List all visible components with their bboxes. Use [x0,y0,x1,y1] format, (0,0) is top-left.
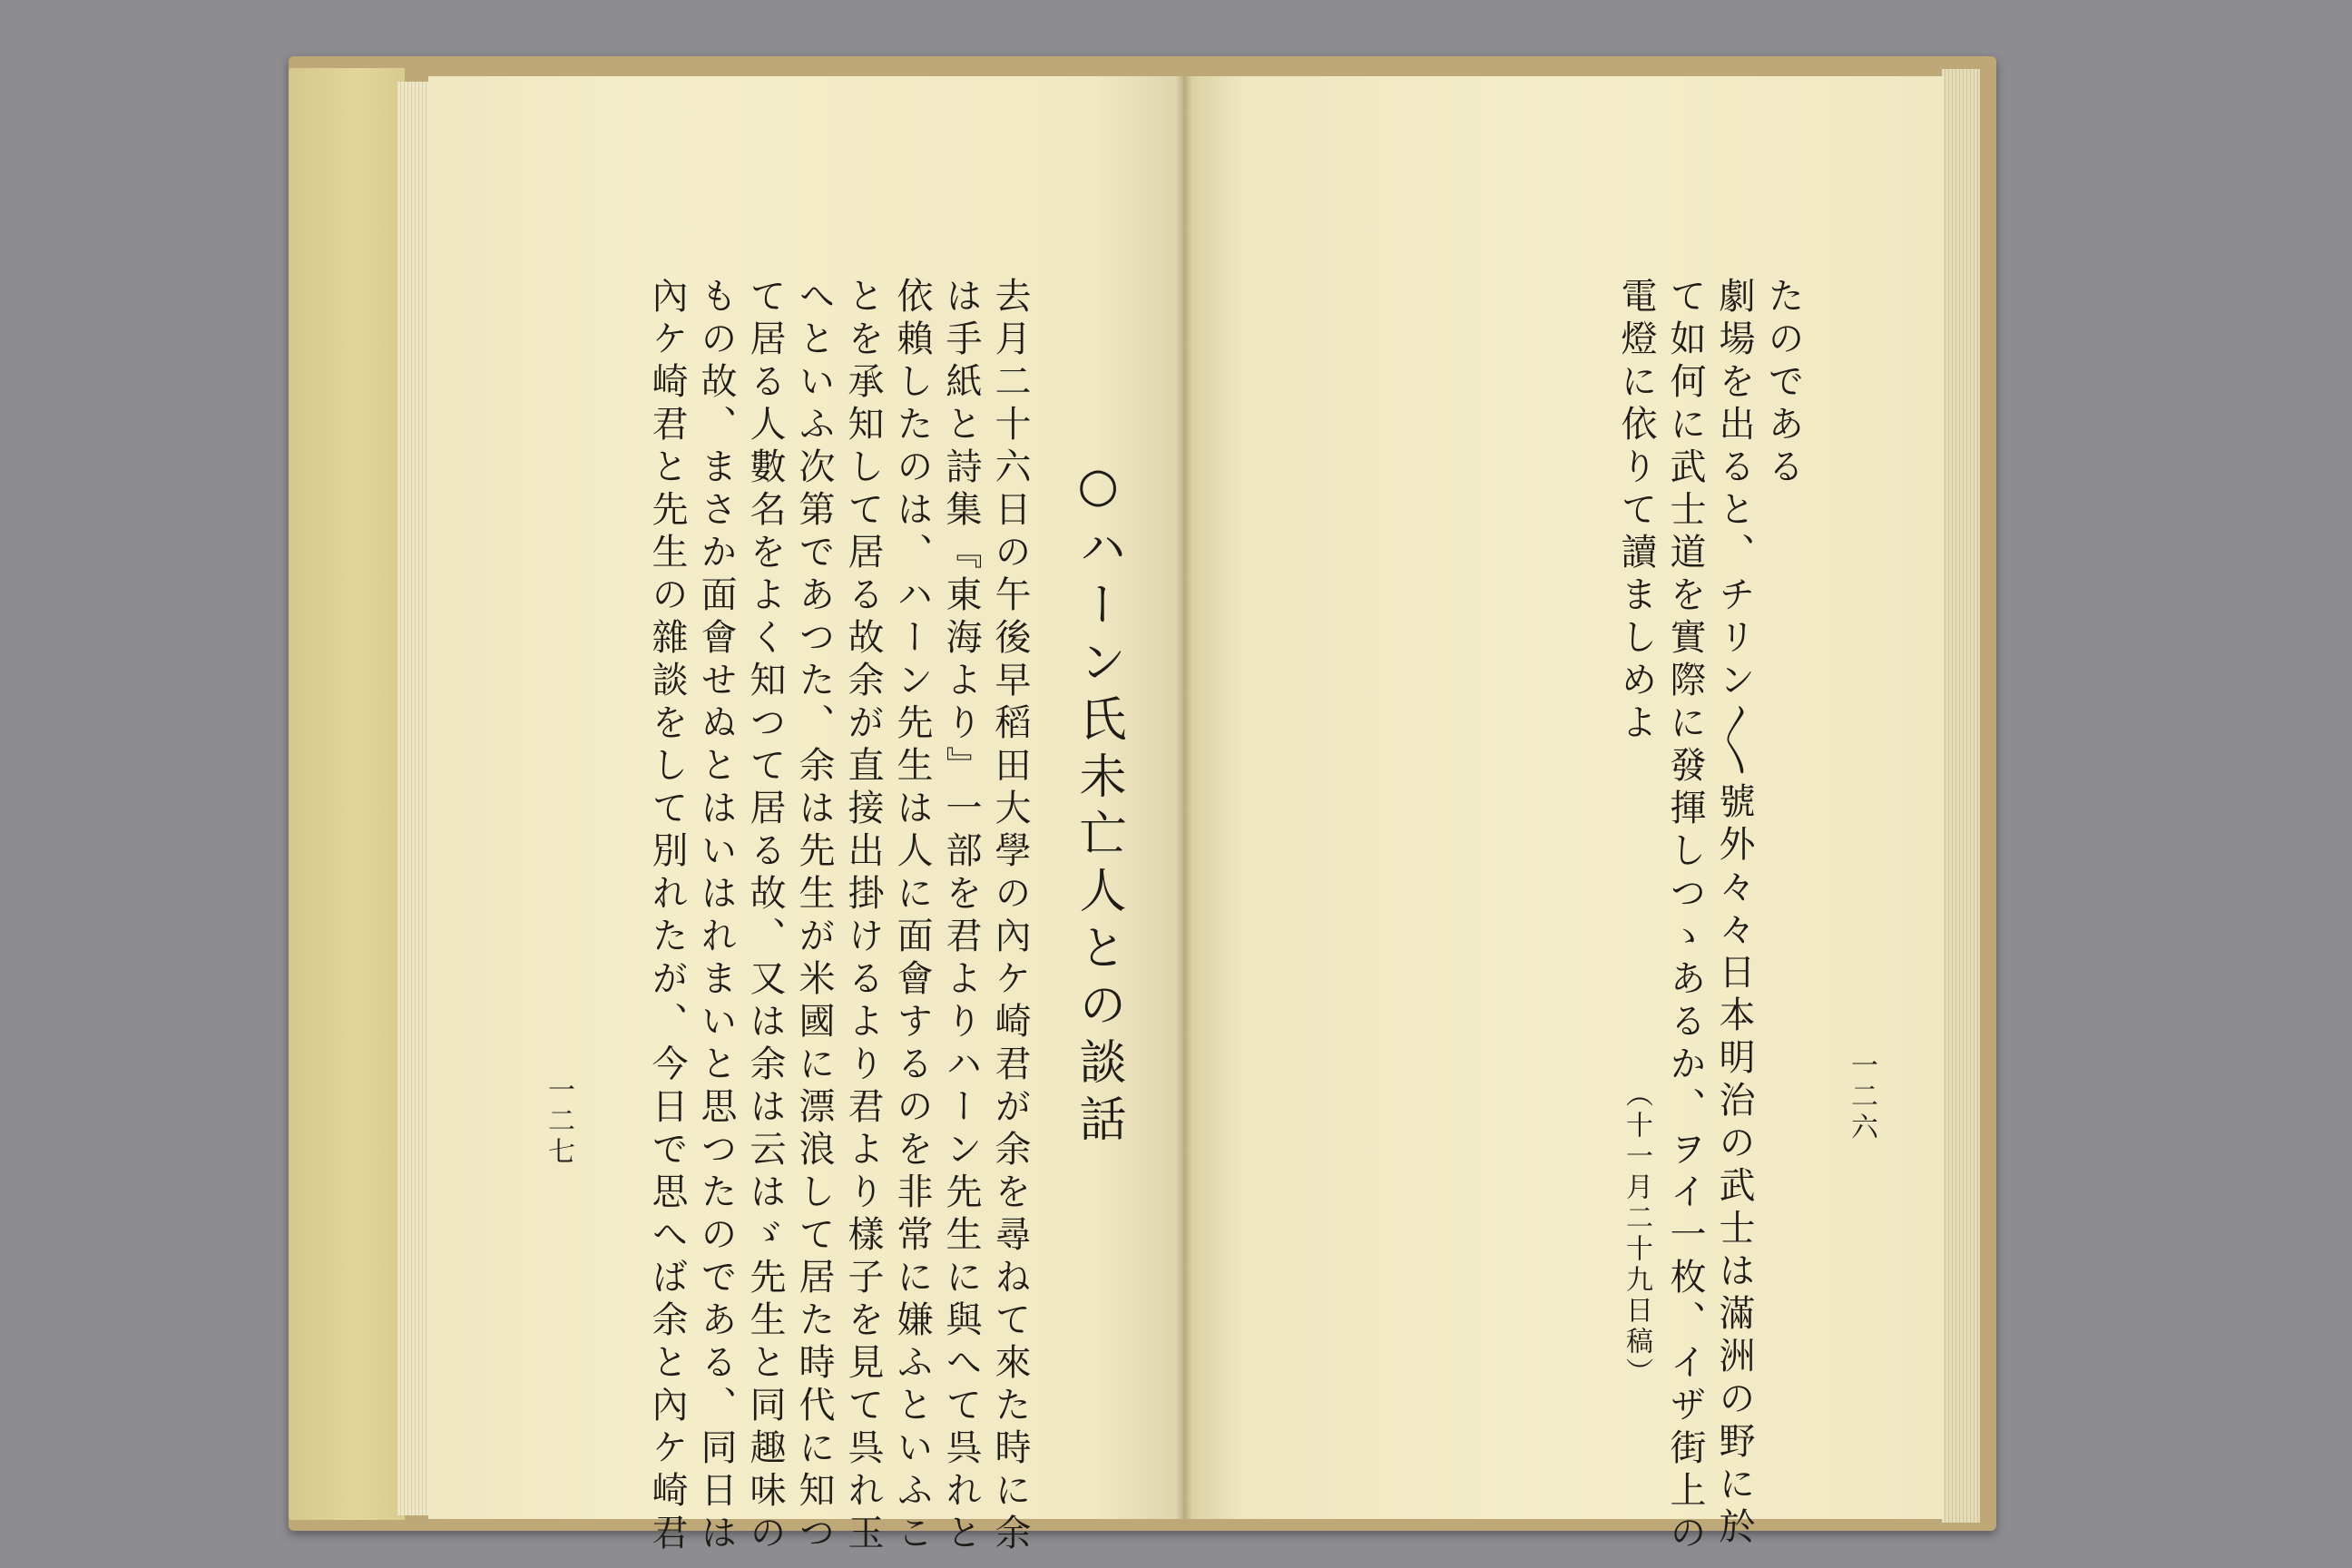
right-text-line-1: たのである [1762,277,1804,490]
right-text-line-4: 電燈に依りて讀ましめよ [1615,277,1657,746]
right-text-line-3: て如何に武士道を實際に發揮しつゝあるか、ヲイ一枚、イザ街上の [1664,277,1706,1556]
left-text-line-2: は手紙と詩集『東海より』一部を君よりハーン先生に與へて呉れと [940,277,982,1556]
left-text-line-5: へといふ次第であつた、余は先生が米國に漂浪して居た時代に知つ [793,277,835,1556]
right-text-line-2: 劇場を出ると、チリン〳〵號外々々日本明治の武士は滿洲の野に於 [1713,277,1755,1550]
page-number-right: 一二六 [1846,1051,1877,1143]
book-gutter [1176,76,1192,1519]
left-text-line-3: 依賴したのは、ハーン先生は人に面會するのを非常に嫌ふといふこ [891,277,933,1556]
left-text-line-7: もの故、まさか面會せぬとはいはれまいと思つたのである、同日は [695,277,737,1556]
left-text-line-4: とを承知して居る故余が直接出掛けるより君より樣子を見て呉れ玉 [842,277,884,1556]
left-text-line-1: 去月二十六日の午後早稻田大學の內ケ崎君が余を尋ねて來た時に余 [989,277,1031,1556]
left-text-line-6: て居る人數名をよく知つて居る故、又は余は云はゞ先生と同趣味の [744,277,786,1556]
page-number-left: 一二七 [543,1075,574,1168]
date-note: （十一月二十九日稿） [1621,1080,1652,1388]
page-stack-right [1942,69,1980,1523]
section-title: ○ハーン氏未亡人との談話 [1071,458,1125,1152]
left-text-line-8: 內ケ崎君と先生の雜談をして別れたが、今日で思へば余と內ケ崎君 [646,277,688,1556]
cover-endpaper [289,68,405,1520]
right-page [1183,76,1944,1519]
